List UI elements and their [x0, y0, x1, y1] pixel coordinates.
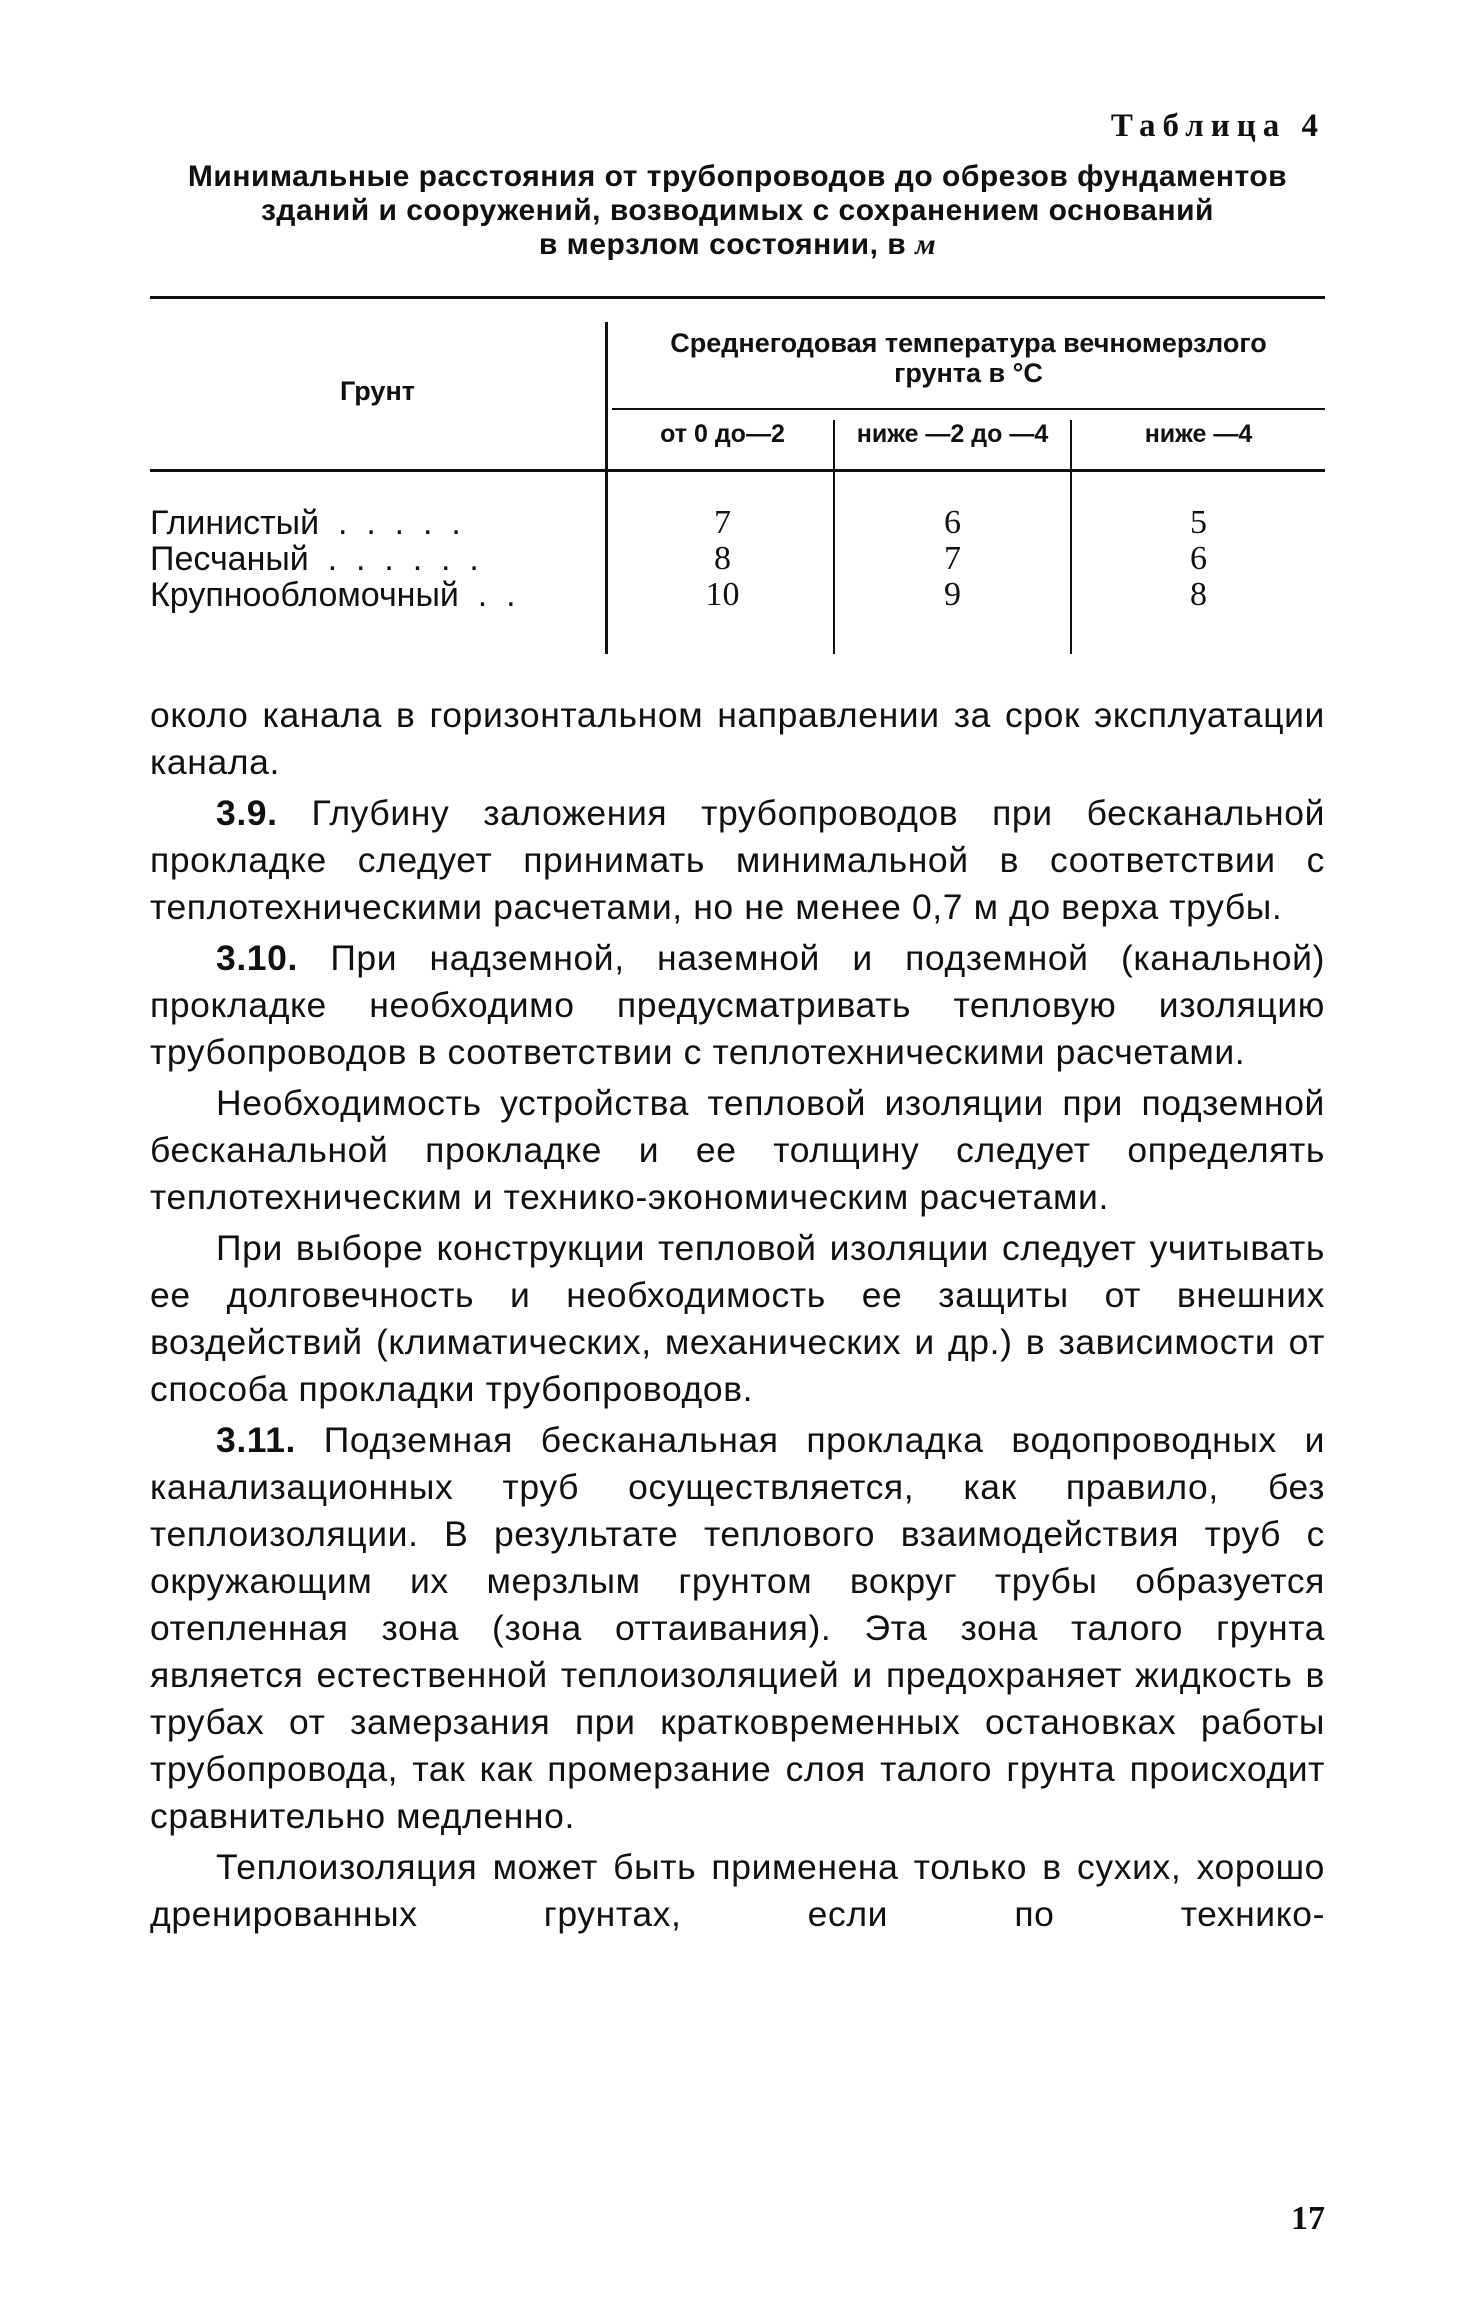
table-col-divider-1	[605, 322, 608, 654]
sub-header-range-3: ниже —4	[1144, 420, 1253, 448]
paragraph-text: При выборе конструкции тепловой изоляции следует учитывать ее долговечность и необходимость ее защиты от внешних воздействий (климатических, механических и др.) в зависимости от способа прокладки трубопроводов.	[150, 1228, 1325, 1409]
column-header-soil: Грунт	[340, 376, 415, 406]
sub-header-range-1: от 0 до—2	[660, 420, 785, 448]
paragraph-insulation-usage	[150, 1844, 1325, 1938]
paragraph-3-9	[150, 790, 1325, 931]
document-page	[150, 0, 1325, 2303]
table-header-divider	[612, 408, 1325, 410]
column-header-temperature-line-1: Среднегодовая температура вечномерзлого	[670, 328, 1267, 358]
row-label-clay: Глинистый . . . . .	[150, 504, 461, 542]
paragraph-text: около канала в горизонтальном направлении за срок эксплуатации канала.	[150, 695, 1325, 782]
table-title-line-3-text: в мерзлом состоянии, в	[538, 228, 907, 261]
table-title	[150, 160, 1325, 262]
cell-sand-range-1: 8	[714, 540, 731, 577]
paragraph-text: Глубину заложения трубопроводов при бесканальной прокладке следует принимать минимальной в соответствии с теплотехническими расчетами, но не менее 0,7 м до верха трубы.	[150, 793, 1325, 927]
paragraph-text: Подземная бесканальная прокладка водопроводных и канализационных труб осуществляется, как правило, без теплоизоляции. В результате теплового взаимодействия труб с окружающим их мерзлым грунтом вокруг трубы образуется отепленная зона (зона оттаивания). Эта зона талого грунта является естественной теплоизоляцией и предохраняет жидкость в трубах от замерзания при кратковременных остановках работы трубопровода, так как промерзание слоя талого грунта происходит сравнительно медленно.	[150, 1420, 1325, 1836]
row-label-coarse: Крупнообломочный . .	[150, 576, 516, 614]
column-header-temperature	[612, 328, 1325, 388]
paragraph-insulation-necessity	[150, 1080, 1325, 1221]
paragraph-3-10	[150, 935, 1325, 1076]
table-caption: Таблица 4	[1110, 108, 1325, 144]
row-label-sand: Песчаный . . . . . .	[150, 540, 479, 578]
sub-header-range-2: ниже —2 до —4	[856, 420, 1049, 448]
table-title-line-2: зданий и сооружений, возводимых с сохранением оснований	[261, 194, 1214, 227]
table-top-rule	[150, 296, 1325, 299]
distance-table	[150, 296, 1325, 656]
cell-sand-range-2: 7	[944, 540, 961, 577]
paragraph-text: Необходимость устройства тепловой изоляции при подземной бесканальной прокладке и ее толщину следует определять теплотехническим и технико-экономическим расчетами.	[150, 1083, 1325, 1217]
cell-clay-range-1: 7	[714, 504, 731, 541]
cell-coarse-range-2: 9	[944, 576, 961, 613]
cell-clay-range-3: 5	[1190, 504, 1207, 541]
paragraph-text: Теплоизоляция может быть применена только в сухих, хорошо дренированных грунтах, если по технико-	[150, 1847, 1325, 1934]
clause-number: 3.9.	[216, 793, 278, 833]
table-title-unit: м	[915, 228, 937, 261]
table-header-bottom-rule	[150, 469, 1325, 472]
cell-sand-range-3: 6	[1190, 540, 1207, 577]
table-title-line-3	[150, 228, 1325, 262]
table-title-line-1: Минимальные расстояния от трубопроводов до обрезов фундаментов	[187, 160, 1288, 193]
cell-clay-range-2: 6	[944, 504, 961, 541]
cell-coarse-range-3: 8	[1190, 576, 1207, 613]
paragraph-text: При надземной, наземной и подземной (канальной) прокладке необходимо предусматривать тепловую изоляцию трубопроводов в соответствии с теплотехническими расчетами.	[150, 938, 1325, 1072]
page-number: 17	[1291, 2200, 1325, 2237]
paragraph-3-11	[150, 1417, 1325, 1840]
clause-number: 3.10.	[216, 938, 298, 978]
paragraph-continuation	[150, 692, 1325, 786]
column-header-temperature-line-2: грунта в °С	[894, 358, 1043, 388]
cell-coarse-range-1: 10	[705, 576, 740, 613]
clause-number: 3.11.	[216, 1420, 296, 1460]
paragraph-insulation-design	[150, 1225, 1325, 1413]
body-text	[150, 692, 1325, 1942]
